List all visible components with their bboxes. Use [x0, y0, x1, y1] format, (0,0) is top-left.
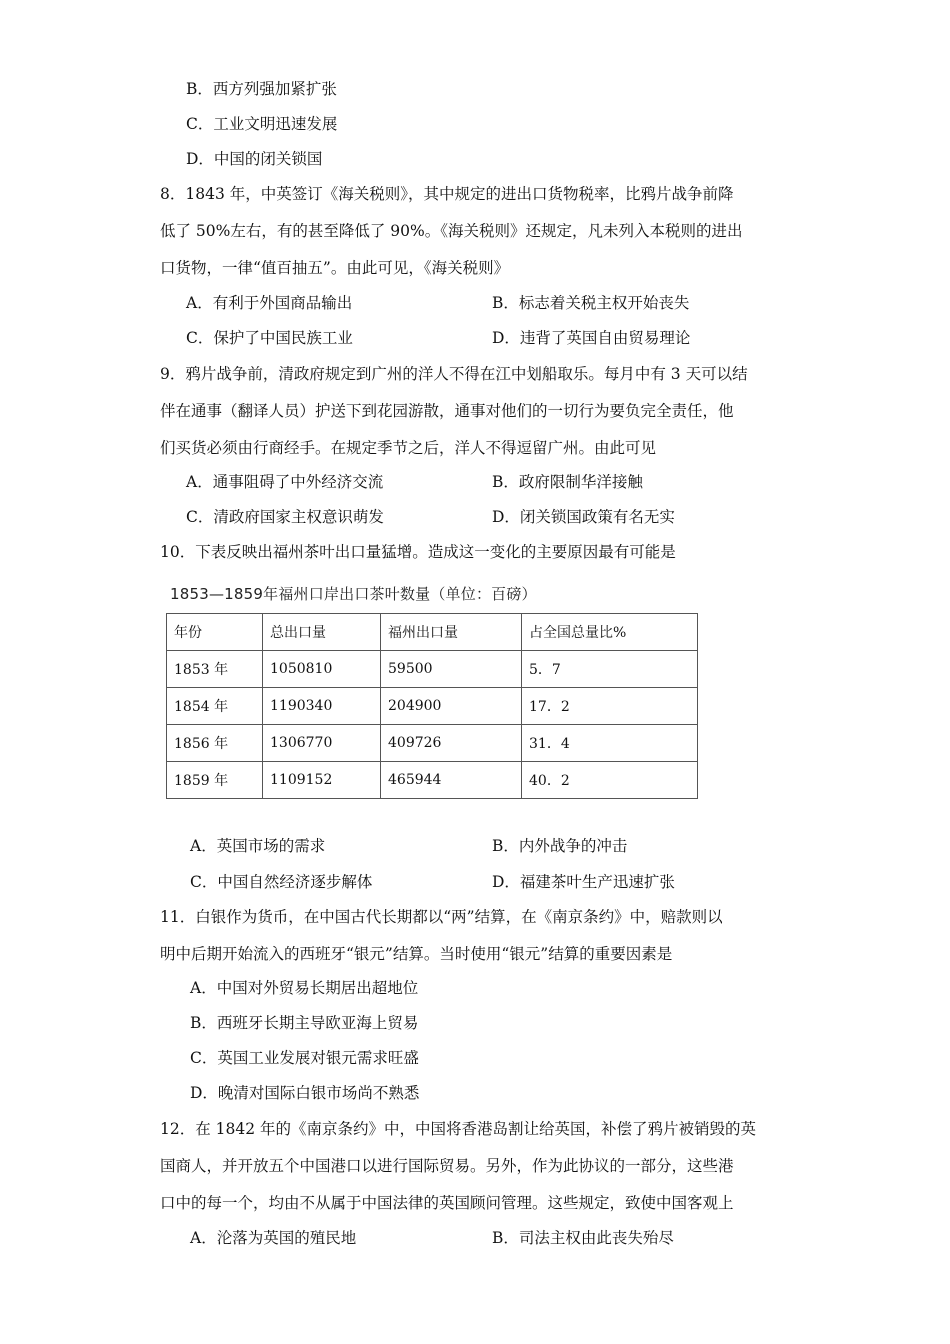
q12-option-a: A．沦落为英国的殖民地 [190, 1229, 357, 1247]
table-cell: 59500 [381, 651, 522, 688]
q8-stem-line-1: 8．1843 年，中英签订《海关税则》，其中规定的进出口货物税率，比鸦片战争前降 [160, 185, 734, 203]
q8-stem-line-2: 低了 50%左右，有的甚至降低了 90%。《海关税则》还规定，凡未列入本税则的进出 [160, 222, 743, 240]
q12-stem-line-2: 国商人，并开放五个中国港口以进行国际贸易。另外，作为此协议的一部分，这些港 [160, 1157, 734, 1175]
q11-stem-line-1: 11．白银作为货币，在中国古代长期都以“两”结算，在《南京条约》中，赔款则以 [160, 908, 723, 926]
table-cell: 17．2 [522, 688, 698, 725]
q10-option-d: D．福建茶叶生产迅速扩张 [492, 873, 675, 891]
table-row [167, 762, 698, 799]
table-header-row [167, 614, 698, 651]
table-cell: 1050810 [263, 651, 381, 688]
q9-stem-line-3: 们买货必须由行商经手。在规定季节之后，洋人不得逗留广州。由此可见 [160, 439, 657, 457]
table-cell: 465944 [381, 762, 522, 799]
q11-option-c: C．英国工业发展对银元需求旺盛 [190, 1049, 419, 1067]
q11-stem-line-2: 明中后期开始流入的西班牙“银元”结算。当时使用“银元”结算的重要因素是 [160, 945, 673, 963]
header-year: 年份 [167, 614, 263, 651]
q10-option-b: B．内外战争的冲击 [492, 837, 628, 855]
q8-option-b: B．标志着关税主权开始丧失 [492, 294, 690, 312]
table-cell: 1856 年 [167, 725, 263, 762]
table-cell: 1190340 [263, 688, 381, 725]
q11-option-b: B．西班牙长期主导欧亚海上贸易 [190, 1014, 419, 1032]
header-total: 总出口量 [263, 614, 381, 651]
table-cell: 1109152 [263, 762, 381, 799]
table-title: 1853—1859年福州口岸出口茶叶数量（单位：百磅） [170, 585, 537, 603]
q8-stem-line-3: 口货物，一律“值百抽五”。由此可见，《海关税则》 [160, 259, 510, 277]
q8-option-a: A．有利于外国商品输出 [186, 294, 353, 312]
q10-option-a: A．英国市场的需求 [190, 837, 326, 855]
table-cell: 1854 年 [167, 688, 263, 725]
q8-option-c: C．保护了中国民族工业 [186, 329, 353, 347]
q11-option-a: A．中国对外贸易长期居出超地位 [190, 979, 419, 997]
q11-option-d: D．晚清对国际白银市场尚不熟悉 [190, 1084, 420, 1102]
q12-option-b: B．司法主权由此丧失殆尽 [492, 1229, 674, 1247]
q12-stem-line-3: 口中的每一个，均由不从属于中国法律的英国顾问管理。这些规定，致使中国客观上 [160, 1194, 734, 1212]
table-cell: 1859 年 [167, 762, 263, 799]
header-share: 占全国总量比% [522, 614, 698, 651]
table-cell: 1853 年 [167, 651, 263, 688]
q9-option-a: A．通事阻碍了中外经济交流 [186, 473, 384, 491]
q7-option-b: B．西方列强加紧扩张 [186, 80, 337, 98]
q7-option-c: C．工业文明迅速发展 [186, 115, 338, 133]
q8-option-d: D．违背了英国自由贸易理论 [492, 329, 691, 347]
q10-stem: 10．下表反映出福州茶叶出口量猛增。造成这一变化的主要原因最有可能是 [160, 543, 676, 561]
table-cell: 31．4 [522, 725, 698, 762]
table-cell: 1306770 [263, 725, 381, 762]
q9-stem-line-1: 9．鸦片战争前，清政府规定到广州的洋人不得在江中划船取乐。每月中有 3 天可以结 [160, 365, 748, 383]
table-row [167, 688, 698, 725]
q9-option-c: C．清政府国家主权意识萌发 [186, 508, 384, 526]
q9-option-b: B．政府限制华洋接触 [492, 473, 643, 491]
tea-export-table [166, 613, 698, 799]
table-cell: 409726 [381, 725, 522, 762]
header-fuzhou: 福州出口量 [381, 614, 522, 651]
table-cell: 5．7 [522, 651, 698, 688]
table-cell: 40．2 [522, 762, 698, 799]
q9-option-d: D．闭关锁国政策有名无实 [492, 508, 675, 526]
table-row [167, 651, 698, 688]
q12-stem-line-1: 12．在 1842 年的《南京条约》中，中国将香港岛割让给英国，补偿了鸦片被销毁的英 [160, 1120, 757, 1138]
table-row [167, 725, 698, 762]
table-cell: 204900 [381, 688, 522, 725]
q7-option-d: D．中国的闭关锁国 [186, 150, 323, 168]
q9-stem-line-2: 伴在通事（翻译人员）护送下到花园游散，通事对他们的一切行为要负完全责任，他 [160, 402, 734, 420]
q10-option-c: C．中国自然经济逐步解体 [190, 873, 373, 891]
